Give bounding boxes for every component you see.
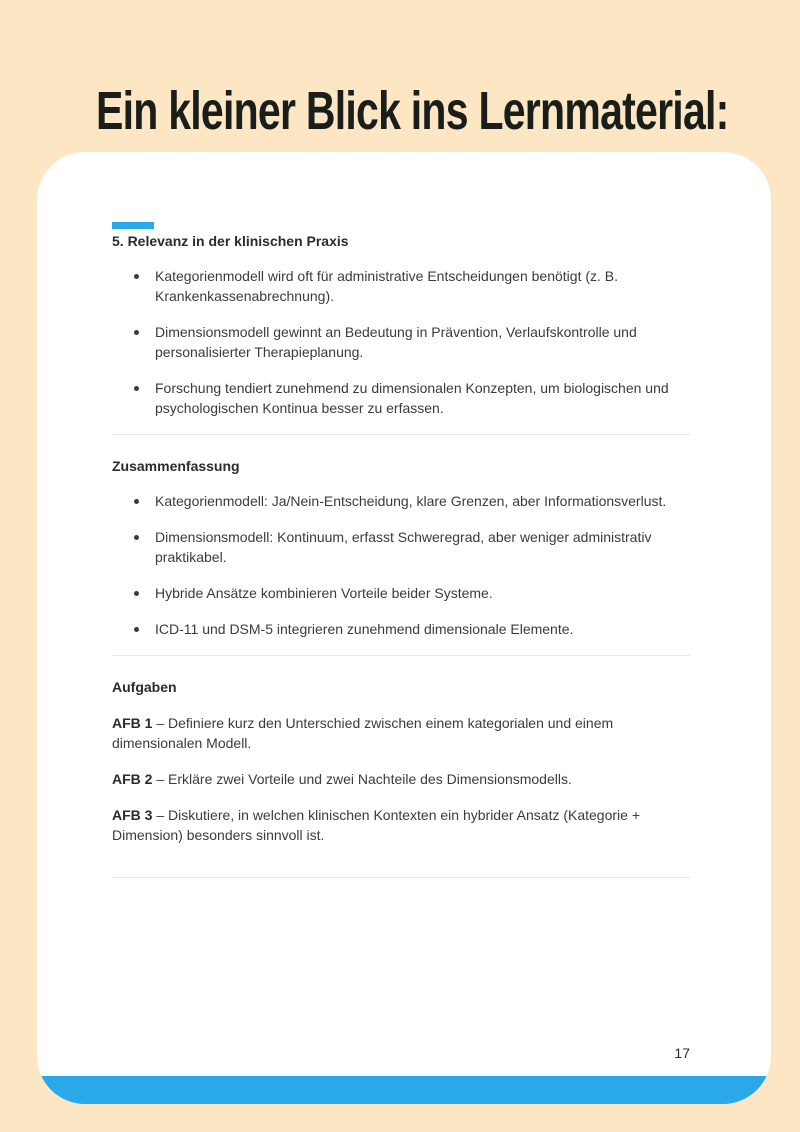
section-divider bbox=[112, 877, 690, 878]
task-label: AFB 1 bbox=[112, 715, 153, 731]
task-label: AFB 3 bbox=[112, 807, 153, 823]
list-item: Kategorienmodell wird oft für administrative Entscheidungen benötigt (z. B. Krankenkassenabrechnung). bbox=[155, 266, 690, 306]
task-text: – Diskutiere, in welchen klinischen Kontexten ein hybrider Ansatz (Kategorie + Dimension) besonders sinnvoll ist. bbox=[112, 807, 640, 843]
task-afb-2 bbox=[112, 769, 690, 789]
blue-accent-bar bbox=[112, 222, 154, 229]
section-divider bbox=[112, 434, 690, 435]
task-afb-1 bbox=[112, 713, 690, 753]
list-item: Dimensionsmodell gewinnt an Bedeutung in Prävention, Verlaufskontrolle und personalisierter Therapieplanung. bbox=[155, 322, 690, 362]
section-heading-relevanz: 5. Relevanz in der klinischen Praxis bbox=[112, 233, 349, 249]
bottom-blue-bar bbox=[37, 1076, 771, 1104]
page-number: 17 bbox=[674, 1045, 690, 1061]
section-heading-zusammenfassung: Zusammenfassung bbox=[112, 458, 240, 474]
list-item: ICD-11 und DSM-5 integrieren zunehmend dimensionale Elemente. bbox=[155, 619, 690, 639]
document-card bbox=[37, 152, 771, 1104]
task-label: AFB 2 bbox=[112, 771, 153, 787]
list-item: Kategorienmodell: Ja/Nein-Entscheidung, klare Grenzen, aber Informationsverlust. bbox=[155, 491, 690, 511]
zusammenfassung-bullet-list bbox=[112, 491, 690, 639]
task-text: – Definiere kurz den Unterschied zwischen einem kategorialen und einem dimensionalen Modell. bbox=[112, 715, 614, 751]
list-item: Dimensionsmodell: Kontinuum, erfasst Schweregrad, aber weniger administrativ praktikabel. bbox=[155, 527, 690, 567]
section-divider bbox=[112, 655, 690, 656]
list-item: Hybride Ansätze kombinieren Vorteile beider Systeme. bbox=[155, 583, 690, 603]
relevanz-bullet-list bbox=[112, 266, 690, 418]
document-content bbox=[112, 222, 690, 899]
page-title: Ein kleiner Blick ins Lernmaterial: bbox=[96, 81, 729, 142]
list-item: Forschung tendiert zunehmend zu dimensionalen Konzepten, um biologischen und psychologischen Kontinua besser zu erfassen. bbox=[155, 378, 690, 418]
task-afb-3 bbox=[112, 805, 690, 845]
section-heading-aufgaben: Aufgaben bbox=[112, 679, 177, 695]
task-text: – Erkläre zwei Vorteile und zwei Nachteile des Dimensionsmodells. bbox=[156, 771, 572, 787]
